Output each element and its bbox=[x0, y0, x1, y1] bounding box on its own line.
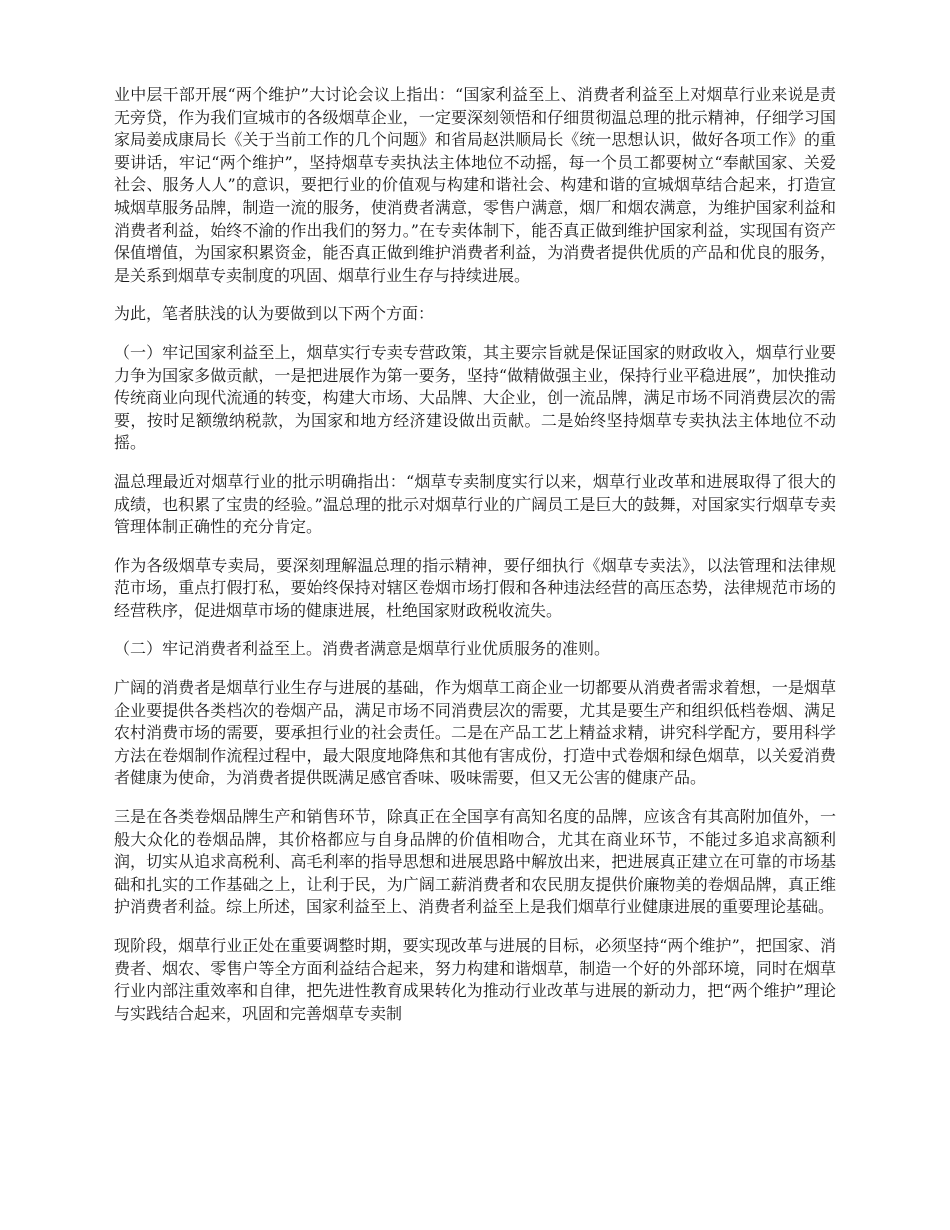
paragraph-2: 为此，笔者肤浅的认为要做到以下两个方面： bbox=[114, 304, 435, 324]
paragraph-7: 广阔的消费者是烟草行业生存与进展的基础，作为烟草工商企业一切都要从消费者需求着想，一是烟草企业要提供各类档次的卷烟产品，满足市场不同消费层次的需要，尤其是要生产和组织低档卷烟、满足农村消费市场的需要，要承担行业的社会责任。二是在产品工艺上精益求精，讲究科学配方，要用科学方法在卷烟制作流程过程中，最大限度地降焦和其他有害成份，打造中式卷烟和绿色烟草，以关爱消费者健康为使命，为消费者提供既满足感官香味、吸味需要，但又无公害的健康产品。 bbox=[114, 678, 836, 788]
paragraph-5: 作为各级烟草专卖局，要深刻理解温总理的指示精神，要仔细执行《烟草专卖法》，以法管理和法律规范市场，重点打假打私，要始终保持对辖区卷烟市场打假和各种违法经营的高压态势，法律规范市场的经营秩序，促进烟草市场的健康进展，杜绝国家财政税收流失。 bbox=[114, 555, 836, 620]
paragraph-6: （二）牢记消费者利益至上。消费者满意是烟草行业优质服务的准则。 bbox=[114, 639, 611, 659]
paragraph-8: 三是在各类卷烟品牌生产和销售环节，除真正在全国享有高知名度的品牌，应该含有其高附加值外，一般大众化的卷烟品牌，其价格都应与自身品牌的价值相吻合，尤其在商业环节，不能过多追求高额利润，切实从追求高税利、高毛利率的指导思想和进展思路中解放出来，把进展真正建立在可靠的市场基础和扎实的工作基础之上，让利于民，为广阔工薪消费者和农民朋友提供价廉物美的卷烟品牌，真正维护消费者利益。综上所述，国家利益至上、消费者利益至上是我们烟草行业健康进展的重要理论基础。 bbox=[114, 807, 836, 917]
paragraph-9: 现阶段，烟草行业正处在重要调整时期，要实现改革与进展的目标，必须坚持“两个维护”，把国家、消费者、烟农、零售户等全方面利益结合起来，努力构建和谐烟草，制造一个好的外部环境，同时在烟草行业内部注重效率和自律，把先进性教育成果转化为推动行业改革与进展的新动力，把“两个维护”理论与实践结合起来，巩固和完善烟草专卖制 bbox=[114, 936, 836, 1023]
paragraph-4: 温总理最近对烟草行业的批示明确指出：“烟草专卖制度实行以来，烟草行业改革和进展取得了很大的成绩，也积累了宝贵的经验。”温总理的批示对烟草行业的广阔员工是巨大的鼓舞，对国家实行烟草专卖管理体制正确性的充分肯定。 bbox=[114, 471, 836, 537]
paragraph-3: （一）牢记国家利益至上，烟草实行专卖专营政策，其主要宗旨就是保证国家的财政收入，烟草行业要力争为国家多做贡献，一是把进展作为第一要务，坚持“做精做强主业，保持行业平稳进展”，加快推动传统商业向现代流通的转变，构建大市场、大品牌、大企业，创一流品牌，满足市场不同消费层次的需要，按时足额缴纳税款，为国家和地方经济建设做出贡献。二是始终坚持烟草专卖执法主体地位不动摇。 bbox=[114, 342, 836, 453]
paragraph-1: 业中层干部开展“两个维护”大讨论会议上指出：“国家利益至上、消费者利益至上对烟草行业来说是责无旁贷，作为我们宣城市的各级烟草企业，一定要深刻领悟和仔细贯彻温总理的批示精神，仔细学习国家局姜成康局长《关于当前工作的几个问题》和省局赵洪顺局长《统一思想认识，做好各项工作》的重要讲话，牢记“两个维护”，坚持烟草专卖执法主体地位不动摇，每一个员工都要树立“奉献国家、关爱社会、服务人人”的意识，要把行业的价值观与构建和谐社会、构建和谐的宣城烟草结合起来，打造宣城烟草服务品牌，制造一流的服务，使消费者满意，零售户满意，烟厂和烟农满意，为维护国家利益和消费者利益，始终不渝的作出我们的努力。”在专卖体制下，能否真正做到维护国家利益，实现国有资产保值增值，为国家积累资金，能否真正做到维护消费者利益，为消费者提供优质的产品和优良的服务，是关系到烟草专卖制度的巩固、烟草行业生存与持续进展。 bbox=[114, 85, 836, 285]
document-body bbox=[114, 84, 836, 1041]
